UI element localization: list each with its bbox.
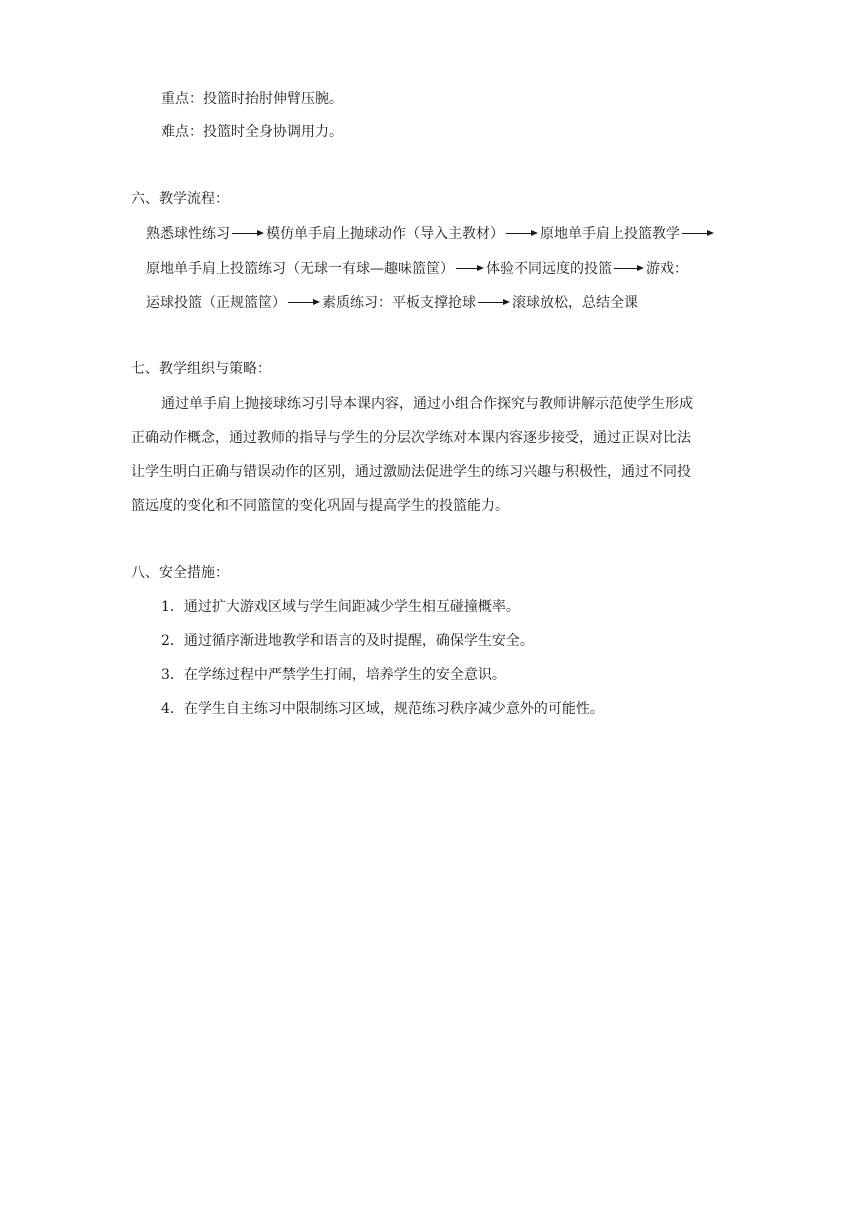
strategy-line: 通过单手肩上抛接球练习引导本课内容，通过小组合作探究与教师讲解示范使学生形成 <box>161 396 693 412</box>
flow-step: 模仿单手肩上抛球动作（导入主教材） <box>266 226 504 242</box>
safety-item: 1．通过扩大游戏区域与学生间距减少学生相互碰撞概率。 <box>161 599 520 615</box>
flow-line-3 <box>146 293 638 313</box>
arrow-icon <box>682 233 714 235</box>
safety-item: 4．在学生自主练习中限制练习区域，规范练习秩序减少意外的可能性。 <box>161 701 604 717</box>
arrow-icon <box>288 302 320 304</box>
flow-step: 原地单手肩上投篮练习（无球一有球—趣味篮筐） <box>146 261 454 277</box>
strategy-line: 正确动作概念，通过教师的指导与学生的分层次学练对本课内容逐步接受，通过正误对比法 <box>131 430 691 446</box>
flow-line-1 <box>146 224 716 244</box>
arrow-icon <box>232 233 264 235</box>
arrow-icon <box>478 302 510 304</box>
section-7-heading: 七、教学组织与策略： <box>131 361 271 377</box>
safety-item: 2．通过循序渐进地教学和语言的及时提醒，确保学生安全。 <box>161 633 534 649</box>
flow-step: 运球投篮（正规篮筐） <box>146 295 286 311</box>
flow-step: 原地单手肩上投篮教学 <box>540 226 680 242</box>
safety-item: 3．在学练过程中严禁学生打闹，培养学生的安全意识。 <box>161 667 506 683</box>
difficulty-point: 难点：投篮时全身协调用力。 <box>161 124 343 140</box>
flow-step: 游戏： <box>646 261 688 277</box>
section-8-heading: 八、安全措施： <box>131 565 229 581</box>
flow-step: 素质练习：平板支撑抢球 <box>322 295 476 311</box>
arrow-icon <box>506 233 538 235</box>
flow-step: 滚球放松，总结全课 <box>512 295 638 311</box>
flow-step: 体验不同远度的投篮 <box>486 261 612 277</box>
strategy-line: 篮远度的变化和不同篮筐的变化巩固与提高学生的投篮能力。 <box>131 498 509 514</box>
arrow-icon <box>456 268 484 270</box>
strategy-line: 让学生明白正确与错误动作的区别，通过激励法促进学生的练习兴趣与积极性，通过不同投 <box>131 464 691 480</box>
focus-point: 重点：投篮时抬肘伸臂压腕。 <box>161 91 343 107</box>
section-6-heading: 六、教学流程： <box>131 191 229 207</box>
arrow-icon <box>614 268 644 270</box>
flow-step: 熟悉球性练习 <box>146 226 230 242</box>
flow-line-2 <box>146 259 688 279</box>
